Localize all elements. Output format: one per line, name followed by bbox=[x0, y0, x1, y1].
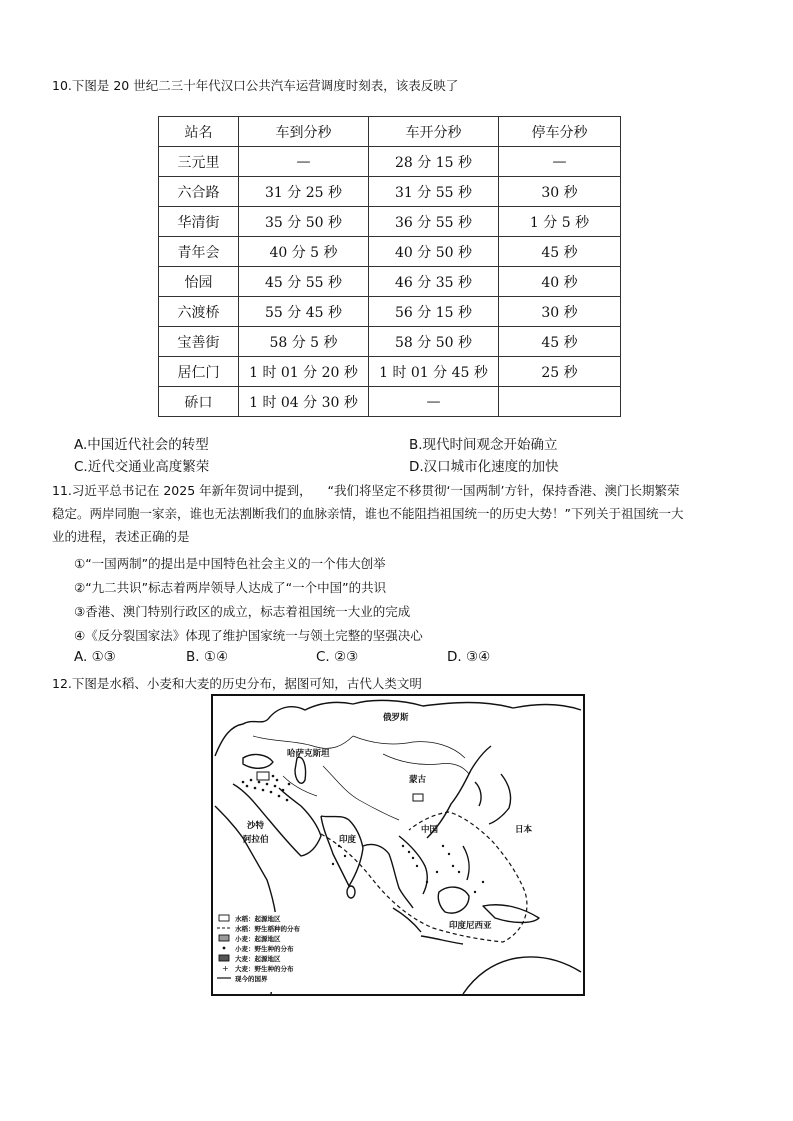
sri-lanka bbox=[347, 886, 355, 898]
cell-depart: 40 分 50 秒 bbox=[369, 237, 499, 267]
map-label-mongolia: 蒙古 bbox=[409, 775, 427, 785]
cell-stop: 30 秒 bbox=[499, 297, 621, 327]
cell-station: 青年会 bbox=[159, 237, 239, 267]
cell-stop: 30 秒 bbox=[499, 177, 621, 207]
map-label-indonesia: 印度尼西亚 bbox=[449, 921, 492, 931]
table-row bbox=[159, 357, 621, 387]
cell-depart: 56 分 15 秒 bbox=[369, 297, 499, 327]
cell-station: 怡园 bbox=[159, 267, 239, 297]
cell-depart: 46 分 35 秒 bbox=[369, 267, 499, 297]
legend-barley-origin-swatch bbox=[219, 955, 229, 961]
q11-option-d[interactable]: D. ③④ bbox=[447, 649, 491, 665]
black-sea bbox=[243, 755, 273, 769]
legend-text-7: 现今的国界 bbox=[235, 975, 268, 983]
cell-depart: 1 时 01 分 45 秒 bbox=[369, 357, 499, 387]
table-row bbox=[159, 267, 621, 297]
cell-depart: 36 分 55 秒 bbox=[369, 207, 499, 237]
map-label-russia: 俄罗斯 bbox=[383, 713, 409, 723]
q10-option-d[interactable]: D.汉口城市化速度的加快 bbox=[409, 459, 559, 475]
new-guinea bbox=[483, 905, 539, 923]
legend-barley-wild-swatch: + bbox=[222, 964, 229, 973]
cell-stop: — bbox=[499, 147, 621, 177]
map-label-arabia: 阿拉伯 bbox=[243, 835, 269, 845]
caspian-sea bbox=[295, 757, 306, 783]
legend-rice-origin-swatch bbox=[219, 915, 229, 921]
border-china-mongolia bbox=[383, 754, 469, 774]
q11-option-b[interactable]: B. ①④ bbox=[186, 649, 229, 665]
q11-stem-line-2: 稳定。两岸同胞一家亲，谁也无法割断我们的血脉亲情，谁也不能阻挡祖国统一的历史大势！”下列关于祖国统一大 bbox=[52, 506, 684, 521]
border-mongolia bbox=[353, 736, 465, 758]
cell-station: 六合路 bbox=[159, 177, 239, 207]
q11-option-a[interactable]: A. ①③ bbox=[74, 649, 116, 665]
cell-station: 三元里 bbox=[159, 147, 239, 177]
cell-arrive: — bbox=[239, 147, 369, 177]
q10-option-a[interactable]: A.中国近代社会的转型 bbox=[74, 437, 209, 453]
cell-arrive: 31 分 25 秒 bbox=[239, 177, 369, 207]
cell-arrive: 35 分 50 秒 bbox=[239, 207, 369, 237]
cell-arrive: 1 时 04 分 30 秒 bbox=[239, 387, 369, 417]
q10-option-b[interactable]: B.现代时间观念开始确立 bbox=[409, 437, 558, 453]
map-drawing bbox=[213, 696, 583, 994]
map-label-saudi: 沙特 bbox=[247, 821, 265, 831]
table-row bbox=[159, 387, 621, 417]
bus-timetable bbox=[158, 116, 621, 417]
header-stop: 停车分秒 bbox=[499, 117, 621, 147]
cell-depart: 58 分 50 秒 bbox=[369, 327, 499, 357]
q11-statement-4: ④《反分裂国家法》体现了维护国家统一与领土完整的坚强决心 bbox=[74, 628, 423, 643]
table-row bbox=[159, 207, 621, 237]
q11-stem-line-3: 业的进程，表述正确的是 bbox=[52, 529, 190, 544]
india-coast bbox=[321, 816, 363, 886]
australia-coast bbox=[463, 957, 581, 994]
q11-stem-line-1: 11.习近平总书记在 2025 年新年贺词中提到， “我们将坚定不移贯彻‘一国两制’方针，保持香港、澳门长期繁荣 bbox=[52, 483, 680, 498]
legend-wheat-wild-swatch bbox=[223, 947, 226, 950]
border-china-west bbox=[323, 766, 399, 820]
header-arrive: 车到分秒 bbox=[239, 117, 369, 147]
q12-stem: 12.下图是水稻、小麦和大麦的历史分布，据图可知，古代人类文明 bbox=[52, 676, 422, 691]
wheat-origin-marker bbox=[257, 772, 269, 780]
japan-islands bbox=[489, 774, 511, 824]
korea-coast bbox=[475, 782, 481, 806]
cell-stop: 45 秒 bbox=[499, 327, 621, 357]
north-coastline bbox=[215, 700, 581, 756]
table-header-row bbox=[159, 117, 621, 147]
cell-stop: 45 秒 bbox=[499, 237, 621, 267]
table-row bbox=[159, 177, 621, 207]
legend-text-3: 小麦：起源地区 bbox=[235, 935, 281, 943]
map-label-kazakhstan: 哈萨克斯坦 bbox=[287, 749, 330, 759]
cell-arrive: 45 分 55 秒 bbox=[239, 267, 369, 297]
legend-text-4: 小麦：野生种的分布 bbox=[235, 945, 294, 953]
cell-station: 华清街 bbox=[159, 207, 239, 237]
legend-text-2: 水稻：野生稻种的分布 bbox=[235, 925, 300, 933]
cell-station: 居仁门 bbox=[159, 357, 239, 387]
q10-stem: 10.下图是 20 世纪二三十年代汉口公共汽车运营调度时刻表，该表反映了 bbox=[52, 78, 459, 93]
arabia-coast bbox=[233, 784, 321, 856]
crop-distribution-map bbox=[211, 694, 585, 996]
header-station: 站名 bbox=[159, 117, 239, 147]
map-label-china: 中国 bbox=[421, 825, 439, 835]
table-row bbox=[159, 237, 621, 267]
table-row bbox=[159, 327, 621, 357]
q11-statement-3: ③香港、澳门特别行政区的成立，标志着祖国统一大业的完成 bbox=[74, 604, 411, 619]
cell-arrive: 58 分 5 秒 bbox=[239, 327, 369, 357]
q11-option-c[interactable]: C. ②③ bbox=[316, 649, 359, 665]
cell-depart: — bbox=[369, 387, 499, 417]
map-label-japan: 日本 bbox=[515, 825, 533, 835]
cell-station: 宝善街 bbox=[159, 327, 239, 357]
indochina-coast bbox=[399, 836, 427, 894]
legend-wheat-origin-swatch bbox=[219, 935, 229, 941]
legend-text-1: 水稻：起源地区 bbox=[235, 915, 281, 923]
q10-option-c[interactable]: C.近代交通业高度繁荣 bbox=[74, 459, 210, 475]
cell-station: 硚口 bbox=[159, 387, 239, 417]
cell-depart: 31 分 55 秒 bbox=[369, 177, 499, 207]
table-row bbox=[159, 297, 621, 327]
cell-station: 六渡桥 bbox=[159, 297, 239, 327]
q11-statement-2: ②“九二共识”标志着两岸领导人达成了“一个中国”的共识 bbox=[74, 580, 387, 595]
cell-stop: 25 秒 bbox=[499, 357, 621, 387]
border-kazakhstan bbox=[253, 736, 353, 748]
border-iran bbox=[283, 776, 317, 796]
cell-arrive: 1 时 01 分 20 秒 bbox=[239, 357, 369, 387]
map-legend bbox=[215, 912, 321, 992]
cell-stop: 1 分 5 秒 bbox=[499, 207, 621, 237]
cell-depart: 28 分 15 秒 bbox=[369, 147, 499, 177]
table-row bbox=[159, 147, 621, 177]
rice-origin-marker bbox=[413, 794, 423, 801]
header-depart: 车开分秒 bbox=[369, 117, 499, 147]
java bbox=[421, 936, 463, 944]
cell-arrive: 40 分 5 秒 bbox=[239, 237, 369, 267]
legend-text-6: 大麦：野生种的分布 bbox=[235, 965, 294, 973]
philippines bbox=[463, 846, 469, 880]
cell-stop: 40 秒 bbox=[499, 267, 621, 297]
cell-stop bbox=[499, 387, 621, 417]
legend-text-5: 大麦：起源地区 bbox=[235, 955, 281, 963]
borneo bbox=[438, 887, 469, 913]
q11-statement-1: ①“一国两制”的提出是中国特色社会主义的一个伟大创举 bbox=[74, 556, 386, 571]
cell-arrive: 55 分 45 秒 bbox=[239, 297, 369, 327]
map-label-india: 印度 bbox=[339, 835, 357, 845]
